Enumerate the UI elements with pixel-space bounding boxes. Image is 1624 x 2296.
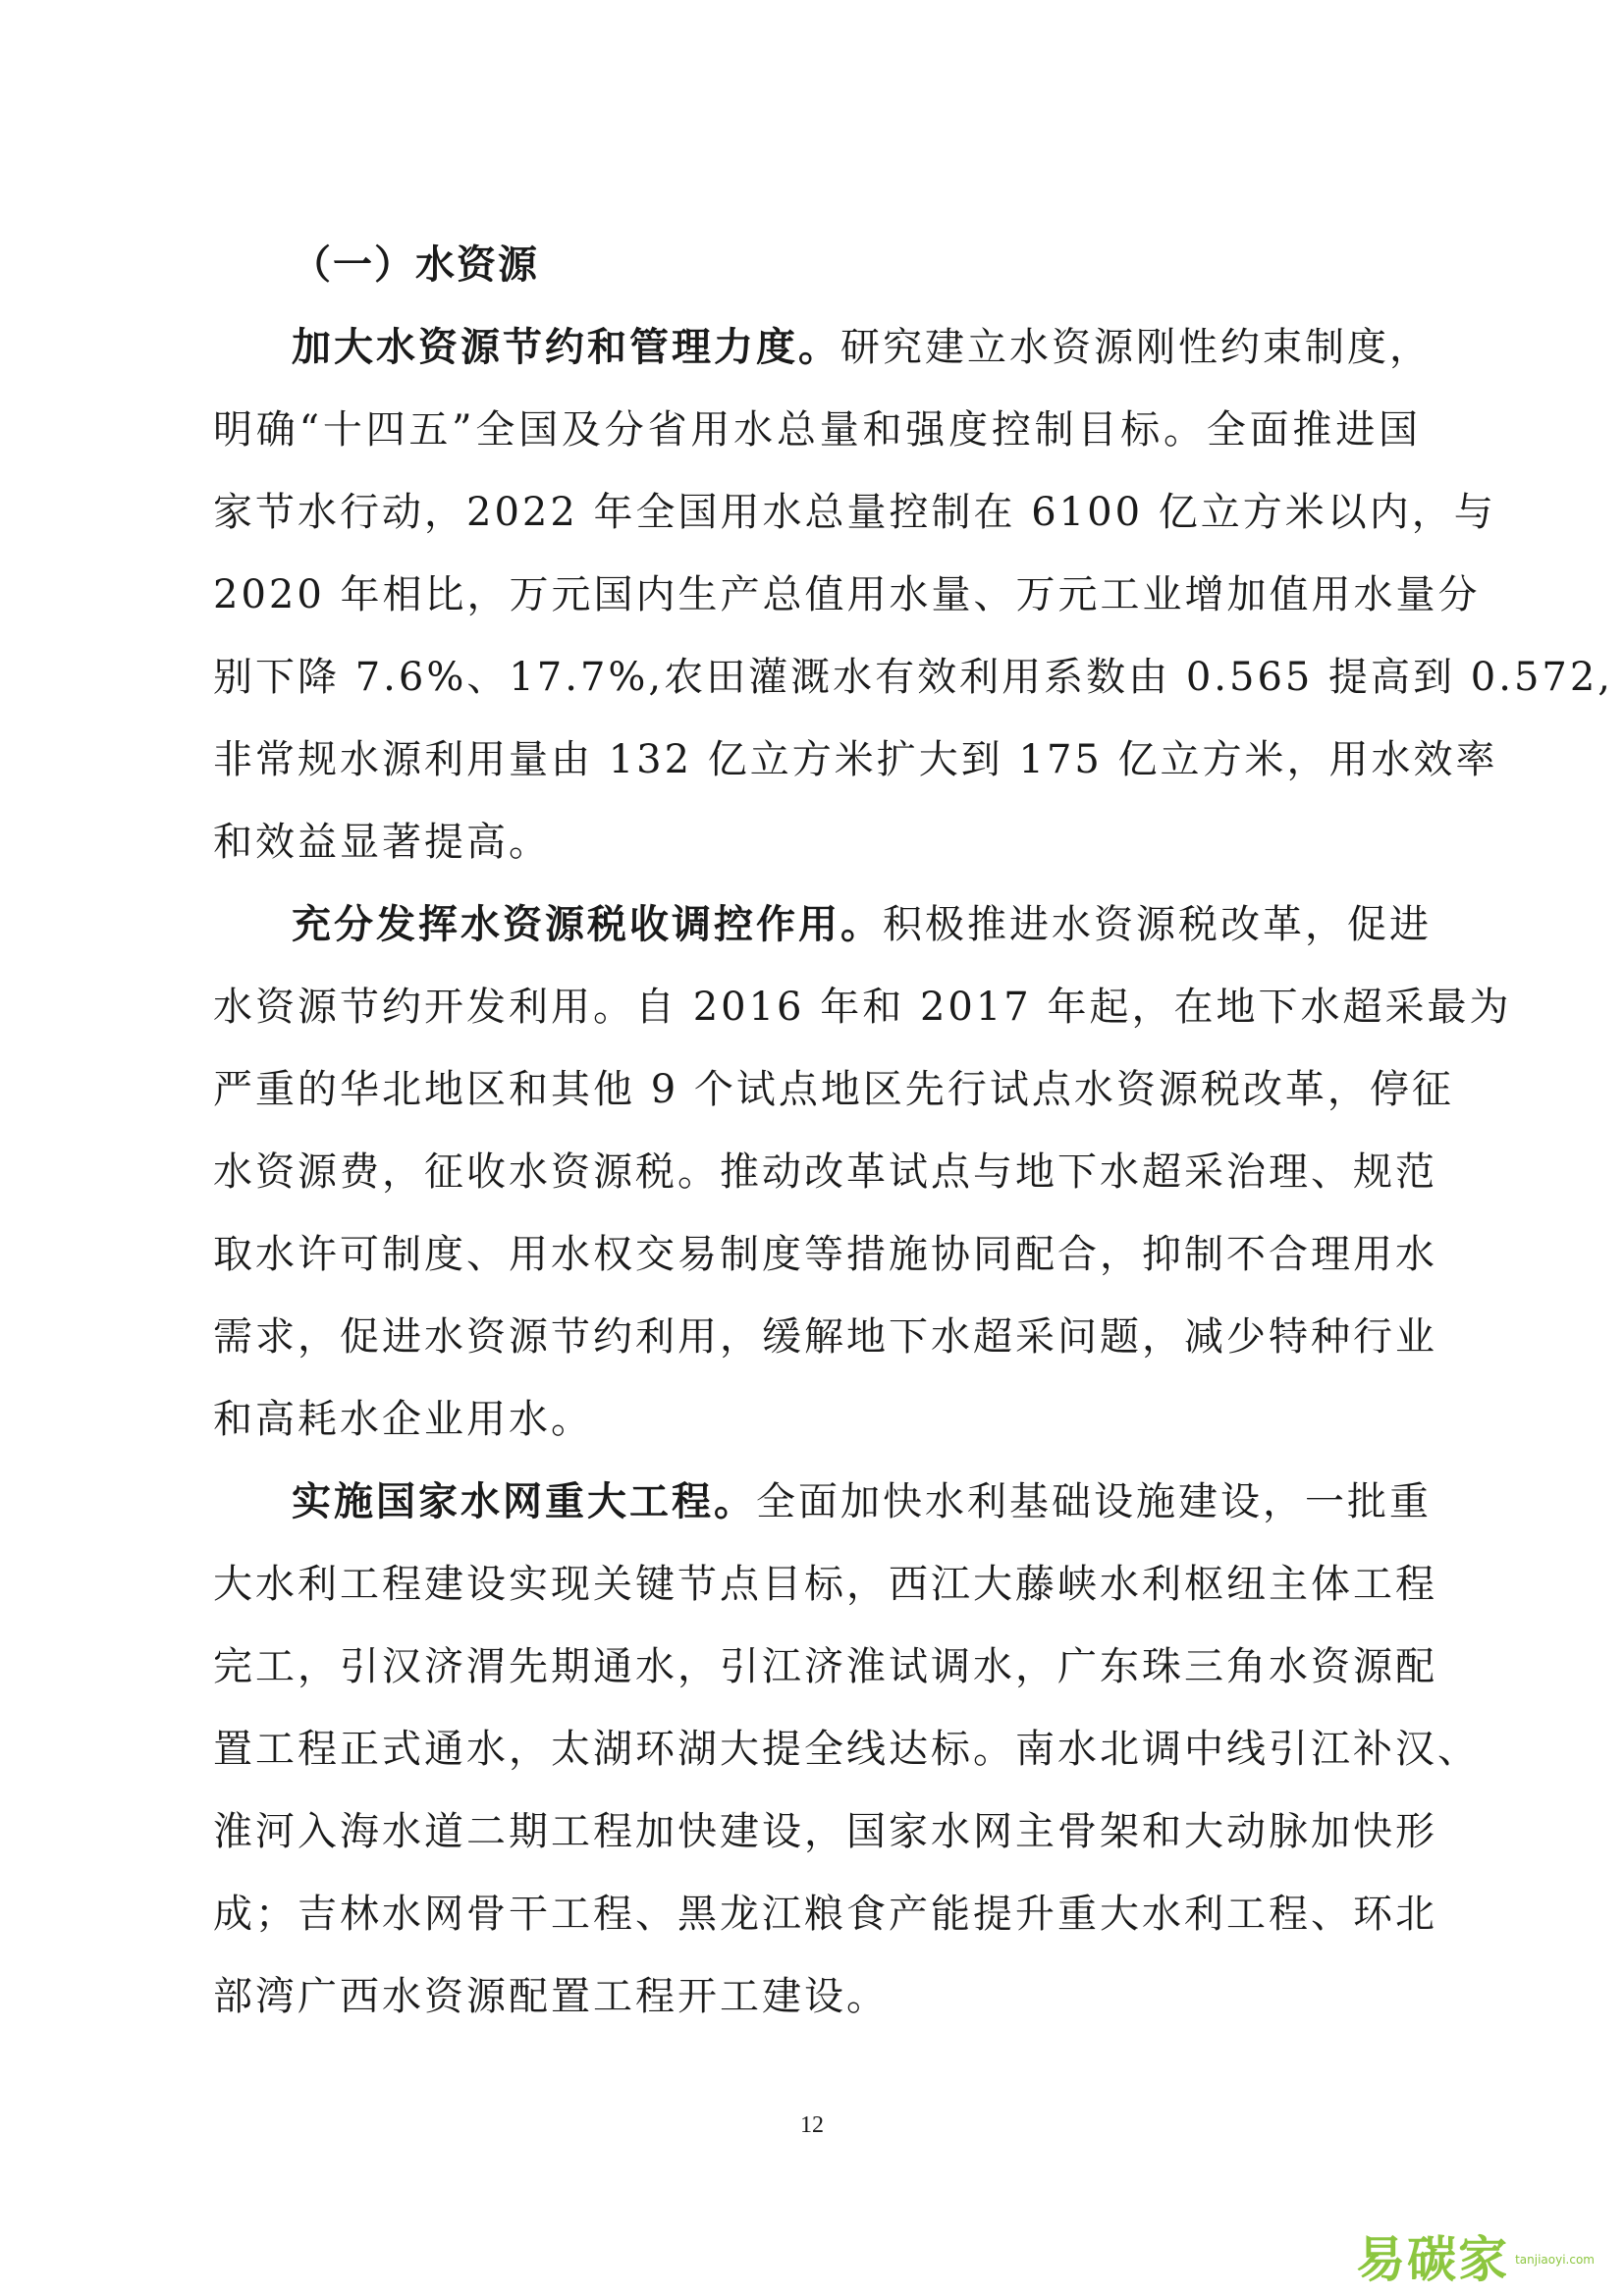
paragraph-line <box>213 306 1432 389</box>
watermark-brand: 易碳家 <box>1356 2231 1510 2288</box>
paragraph-line: 需求，促进水资源节约利用，缓解地下水超采问题，减少特种行业 <box>213 1314 1437 1360</box>
paragraph-line: 水资源节约开发利用。自 2016 年和 2017 年起，在地下水超采最为 <box>213 985 1512 1030</box>
paragraph-line: 成；吉林水网骨干工程、黑龙江粮食产能提升重大水利工程、环北 <box>213 1892 1437 1937</box>
paragraph-lead: 实施国家水网重大工程。 <box>292 1478 756 1524</box>
paragraph-lead: 充分发挥水资源税收调控作用。 <box>292 901 883 947</box>
paragraph-line: 和效益显著提高。 <box>213 820 551 865</box>
paragraph-line: 水资源费，征收水资源税。推动改革试点与地下水超采治理、规范 <box>213 1149 1437 1195</box>
page-content <box>213 224 1614 2038</box>
paragraph-line: 家节水行动，2022 年全国用水总量控制在 6100 亿立方米以内，与 <box>213 490 1496 535</box>
watermark-domain: tanjiaoyi.com <box>1515 2253 1595 2267</box>
paragraph-line: 淮河入海水道二期工程加快建设，国家水网主骨架和大动脉加快形 <box>213 1809 1437 1854</box>
paragraph-line <box>213 1461 1432 1543</box>
paragraph-water-network <box>213 1461 1480 2038</box>
paragraph-line: 取水许可制度、用水权交易制度等措施协同配合，抑制不合理用水 <box>213 1232 1437 1277</box>
paragraph-line: 部湾广西水资源配置工程开工建设。 <box>213 1974 889 2019</box>
section-heading: （一）水资源 <box>292 241 539 288</box>
paragraph-line: 明确“十四五”全国及分省用水总量和强度控制目标。全面推进国 <box>213 407 1421 453</box>
paragraph-line: 置工程正式通水，太湖环湖大提全线达标。南水北调中线引江补汉、 <box>213 1727 1480 1772</box>
paragraph-text: 积极推进水资源税改革，促进 <box>883 902 1432 947</box>
paragraph-lead: 加大水资源节约和管理力度。 <box>292 324 840 370</box>
paragraph-line <box>213 883 1432 966</box>
paragraph-line: 和高耗水企业用水。 <box>213 1397 593 1442</box>
paragraph-line: 大水利工程建设实现关键节点目标，西江大藤峡水利枢纽主体工程 <box>213 1562 1437 1607</box>
paragraph-line: 别下降 7.6%、17.7%,农田灌溉水有效利用系数由 0.565 提高到 0.572, <box>213 655 1614 700</box>
paragraph-water-saving <box>213 306 1614 883</box>
page-number: 12 <box>800 2112 824 2138</box>
paragraph-text: 全面加快水利基础设施建设，一批重 <box>756 1479 1432 1524</box>
paragraph-line: 2020 年相比，万元国内生产总值用水量、万元工业增加值用水量分 <box>213 572 1481 617</box>
paragraph-line: 严重的华北地区和其他 9 个试点地区先行试点水资源税改革，停征 <box>213 1067 1454 1112</box>
paragraph-text: 研究建立水资源刚性约束制度， <box>840 325 1432 370</box>
paragraph-line: 非常规水源利用量由 132 亿立方米扩大到 175 亿立方米，用水效率 <box>213 737 1498 782</box>
paragraph-line: 完工，引汉济渭先期通水，引江济淮试调水，广东珠三角水资源配 <box>213 1644 1437 1689</box>
watermark-logo <box>1356 2231 1595 2288</box>
paragraph-water-tax <box>213 883 1512 1461</box>
